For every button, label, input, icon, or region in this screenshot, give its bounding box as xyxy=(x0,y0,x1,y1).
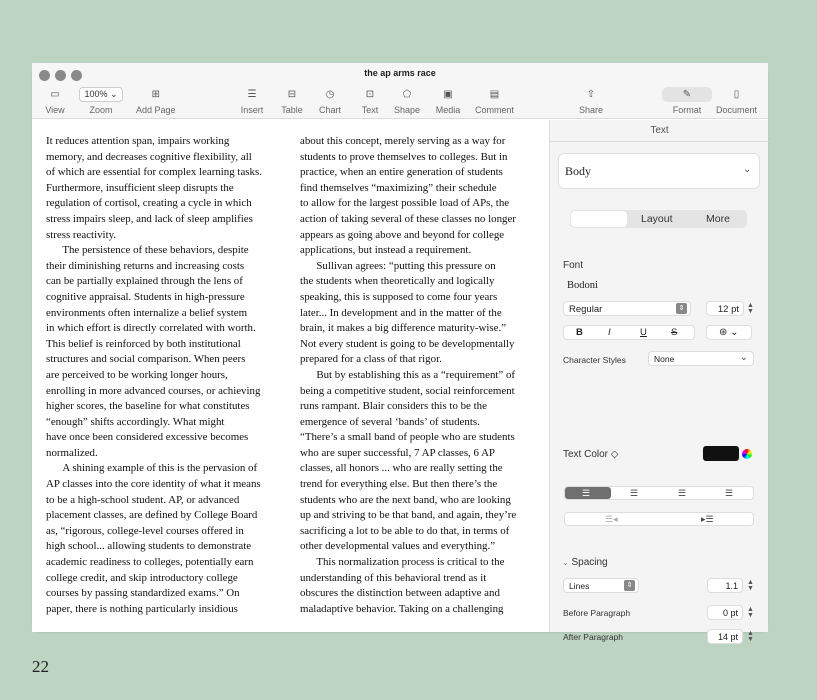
text-style-buttons xyxy=(563,325,695,340)
after-paragraph-label: After Paragraph xyxy=(563,632,624,642)
before-paragraph-label: Before Paragraph xyxy=(563,608,631,618)
text-line: AP classes into the core identity of what it means xyxy=(46,478,261,491)
text-line: academic readiness to colleges, potentially earn xyxy=(46,556,254,569)
shape-icon: ⬠ xyxy=(402,89,412,100)
text-line: emergence of several ‘bands’ of students. xyxy=(300,415,480,428)
table-button[interactable] xyxy=(279,87,305,115)
chart-icon: ◷ xyxy=(325,89,335,100)
text-line: can be partially explained through the lens of xyxy=(46,275,243,288)
line-spacing-value: 1.1 xyxy=(725,581,738,591)
zoom-value-text: 100% xyxy=(84,89,108,99)
view-button[interactable] xyxy=(42,87,68,115)
text-line: regulation of cortisol, creating a cycle in which xyxy=(46,197,252,210)
text-line: practice, when an entire generation of students xyxy=(300,166,503,179)
text-line: find themselves “maximizing” their schedule xyxy=(300,181,497,194)
chevron-down-icon: ⌄ xyxy=(739,352,748,363)
text-line: speaking, this is supposed to come four years xyxy=(300,290,498,303)
shape-button[interactable] xyxy=(394,87,420,115)
updown-icon: ⇕ xyxy=(676,303,687,314)
text-line: The persistence of these behaviors, despite xyxy=(46,244,249,257)
updown-icon: ⇕ xyxy=(624,580,635,591)
text-line: Sullivan agrees: “putting this pressure on xyxy=(300,259,496,272)
text-line: appears as going above and beyond for college xyxy=(300,228,505,241)
text-line: as, “rigorous, college-level courses offered in xyxy=(46,524,244,537)
text-line: structures and social comparison. When peers xyxy=(46,353,246,366)
document-icon: ▯ xyxy=(733,89,740,100)
chart-label: Chart xyxy=(318,105,341,115)
spacing-section[interactable] xyxy=(562,557,608,568)
text-line: Furthermore, insufficient sleep disrupts the xyxy=(46,181,234,194)
table-label: Table xyxy=(281,105,303,115)
font-name: Bodoni xyxy=(567,280,598,291)
text-line: about this concept, merely serving as a way for xyxy=(300,135,506,147)
text-line: enrolling in more advanced courses, or achieving xyxy=(46,384,261,397)
text-column-right[interactable] xyxy=(300,134,538,617)
text-line: applications, but instead a requirement. xyxy=(300,244,472,257)
text-line: college credit, and skip introductory college xyxy=(46,571,238,584)
underline-button[interactable]: U xyxy=(640,327,647,338)
document-button[interactable] xyxy=(716,87,757,115)
text-line: being a competitive student, social reinforcement xyxy=(300,384,515,397)
strikethrough-button[interactable]: S xyxy=(671,327,678,338)
text-line: higher scores, the baseline for what constitutes xyxy=(46,400,250,413)
comment-label: Comment xyxy=(475,105,515,115)
text-line: sacrificing a lot to be able to do that, in terms of xyxy=(300,524,510,537)
text-line: maladaptive behavior. Taking on a challenging xyxy=(300,602,504,615)
text-line: up and striving to be that band, and again, they’re xyxy=(300,509,517,522)
spacing-label: Spacing xyxy=(571,557,608,568)
text-color-swatch[interactable] xyxy=(703,446,739,461)
page-number: 22 xyxy=(32,657,49,676)
document-label: Document xyxy=(716,105,758,115)
text-line: This belief is reinforced by both institutional xyxy=(46,337,241,350)
zoom-label: Zoom xyxy=(89,105,113,115)
text-line: are perceived to be working longer hours, xyxy=(46,368,228,381)
after-paragraph-field[interactable] xyxy=(707,629,743,644)
text-line: have once been considered excessive becomes xyxy=(46,431,249,444)
format-label: Format xyxy=(672,105,702,115)
pages-window xyxy=(32,63,768,643)
segment-more[interactable]: More xyxy=(706,213,730,225)
text-line: “enough” shifts accordingly. What might xyxy=(46,415,225,428)
color-wheel-icon[interactable] xyxy=(742,449,752,459)
share-icon: ⇧ xyxy=(586,89,596,100)
chevron-down-icon: ⌄ xyxy=(562,558,569,567)
text-line: A shining example of this is the pervasion of xyxy=(46,462,258,475)
text-segmented-control xyxy=(570,210,747,228)
indent-control xyxy=(564,512,754,526)
text-line: stress impairs sleep, and lack of sleep amplifies xyxy=(46,212,253,225)
alignment-control xyxy=(564,486,754,500)
text-line: courses by passing standardized exams.” On xyxy=(46,587,240,600)
text-line: the students when theoretically and logically xyxy=(300,275,495,288)
italic-button[interactable]: I xyxy=(608,327,611,338)
text-line: to allow for the largest possible load of APs, the xyxy=(300,197,510,210)
text-box-icon: ⊡ xyxy=(365,89,375,100)
text-line: Not every student is going to be developmentally xyxy=(300,337,515,350)
after-paragraph-value: 14 pt xyxy=(717,632,738,642)
line-spacing-mode-select[interactable] xyxy=(563,578,639,593)
text-line: placement classes, are defined by College Board xyxy=(46,509,258,522)
format-button[interactable] xyxy=(662,87,712,115)
text-line: their diminishing returns and increasing costs xyxy=(46,259,245,272)
font-weight-value: Regular xyxy=(569,304,603,315)
text-line: environments often internalize a belief system xyxy=(46,306,248,319)
zoom-control[interactable] xyxy=(79,87,123,115)
sidebar-view-icon: ▭ xyxy=(50,89,60,100)
text-line: understanding of this behavioral trend as it xyxy=(300,571,487,584)
zoom-value[interactable]: 100% ⌄ xyxy=(79,87,123,102)
text-line: brain, it makes a big difference maturity-wise.” xyxy=(300,322,507,335)
character-styles-value: None xyxy=(654,354,675,364)
before-paragraph-stepper[interactable]: ▲ ▼ xyxy=(747,606,754,619)
line-spacing-mode: Lines xyxy=(569,581,590,591)
gear-icon: ⊛ ⌄ xyxy=(719,327,739,338)
align-left-icon: ☰ xyxy=(582,488,591,498)
font-size-stepper[interactable]: ▲ ▼ xyxy=(747,302,754,315)
add-page-button[interactable] xyxy=(136,87,176,115)
text-line: students to prove themselves to colleges. But in xyxy=(300,150,508,163)
text-line: paper, there is nothing particularly insidious xyxy=(46,602,238,615)
text-line: stress reactivity. xyxy=(46,228,117,241)
text-line: to be a high-school student. AP, or advanced xyxy=(46,493,240,506)
font-weight-select[interactable] xyxy=(563,301,691,316)
toolbar xyxy=(32,63,768,119)
chart-button[interactable] xyxy=(317,87,343,115)
table-icon: ⊟ xyxy=(287,89,297,100)
line-spacing-field[interactable] xyxy=(707,578,743,593)
character-styles-label: Character Styles xyxy=(563,355,626,365)
insert-button[interactable] xyxy=(239,87,265,115)
align-center-icon[interactable]: ☰ xyxy=(630,488,639,498)
text-line: of which are essential for complex learning tasks. xyxy=(46,166,262,179)
text-column-left[interactable] xyxy=(46,134,282,617)
comment-icon: ▤ xyxy=(489,89,500,100)
text-line: students who are the next band, who are looking xyxy=(300,493,511,506)
text-line: obscures the distinction between adaptive and xyxy=(300,587,500,600)
paragraph-style-name: Body xyxy=(565,164,592,178)
text-line: runs rampant. Blair considers this to be the xyxy=(300,400,487,413)
text-line: later... In development and in the matter of the xyxy=(300,306,502,319)
font-size-field[interactable] xyxy=(706,301,744,316)
text-label: Text xyxy=(361,105,379,115)
text-line: cognitive appraisal. Students in high-pressure xyxy=(46,290,245,303)
comment-button[interactable] xyxy=(475,87,514,115)
insert-label: Insert xyxy=(240,105,264,115)
shape-label: Shape xyxy=(394,105,421,115)
text-line: classes, all honors ... who are really setting the xyxy=(300,462,503,475)
share-label: Share xyxy=(578,105,604,115)
chevron-down-icon: ⌄ xyxy=(743,164,752,175)
paragraph-style-picker[interactable] xyxy=(558,153,760,189)
text-line: This normalization process is critical to the xyxy=(300,556,505,569)
text-line: who are super successful, 7 AP classes, 6 AP xyxy=(300,446,495,459)
text-button[interactable] xyxy=(357,87,383,115)
before-paragraph-value: 0 pt xyxy=(722,608,738,618)
bold-button[interactable]: B xyxy=(576,327,583,338)
align-right-icon[interactable]: ☰ xyxy=(678,488,687,498)
insert-icon: ☰ xyxy=(247,89,257,100)
line-spacing-stepper[interactable]: ▲ ▼ xyxy=(747,579,754,592)
character-styles-select[interactable] xyxy=(648,351,754,366)
media-icon: ▣ xyxy=(443,89,453,100)
text-line: It reduces attention span, impairs working xyxy=(46,135,230,147)
tab-text[interactable]: Text xyxy=(550,120,769,142)
text-line: prepared for a class of that rigor. xyxy=(300,353,442,366)
text-color-label: Text Color ◇ xyxy=(563,449,619,460)
font-name-field[interactable] xyxy=(563,277,756,295)
document-canvas[interactable] xyxy=(32,120,549,632)
text-line: memory, and decreases cognitive flexibility, all xyxy=(46,150,252,163)
text-line: But by establishing this as a “requirement” of xyxy=(300,368,516,381)
paintbrush-icon: ✎ xyxy=(662,87,712,102)
add-page-icon: ⊞ xyxy=(151,89,160,100)
text-line: in which effort is directly correlated with worth. xyxy=(46,322,256,335)
text-line: normalized. xyxy=(46,446,98,459)
add-page-label: Add Page xyxy=(136,105,176,115)
text-line: trend for everything else. But then there’s the xyxy=(300,478,498,491)
after-paragraph-stepper[interactable]: ▲ ▼ xyxy=(747,630,754,643)
decrease-indent-icon[interactable]: ☰◂ xyxy=(605,514,618,524)
before-paragraph-field[interactable] xyxy=(707,605,743,620)
segment-layout[interactable]: Layout xyxy=(641,213,673,225)
segment-style[interactable] xyxy=(571,211,627,227)
text-line: other developmental values and everything.” xyxy=(300,540,496,553)
font-size-value: 12 pt xyxy=(717,304,739,315)
font-heading: Font xyxy=(563,260,584,271)
text-options-menu[interactable] xyxy=(706,325,752,340)
text-line: high school... allowing students to demonstrate xyxy=(46,540,252,553)
text-line: action of taking several of these classes no longer xyxy=(300,212,516,225)
format-sidebar xyxy=(549,120,768,643)
justify-icon[interactable]: ☰ xyxy=(725,488,734,498)
media-button[interactable] xyxy=(435,87,461,115)
view-label: View xyxy=(45,105,65,115)
text-line: “There’s a small band of people who are students xyxy=(300,431,515,444)
media-label: Media xyxy=(435,105,461,115)
document-title: the ap arms race xyxy=(364,68,436,78)
increase-indent-icon[interactable]: ▸☰ xyxy=(701,514,714,524)
share-button[interactable] xyxy=(578,87,604,115)
